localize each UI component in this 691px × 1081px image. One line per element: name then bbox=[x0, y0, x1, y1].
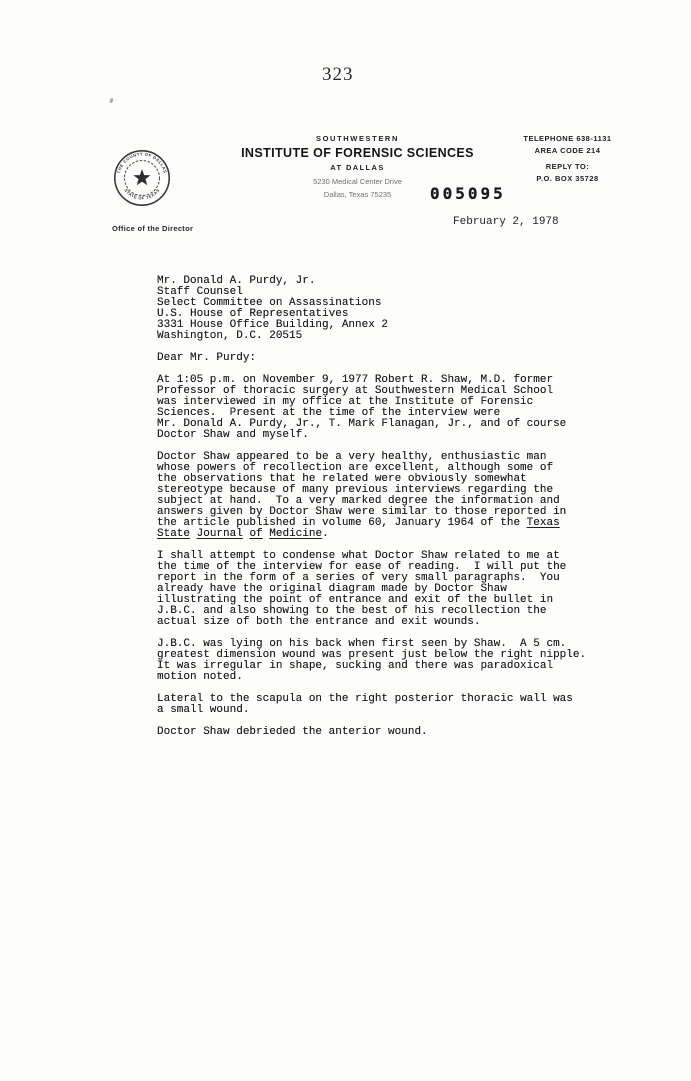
letter-date: February 2, 1978 bbox=[453, 216, 559, 228]
paragraph-condense-plan: I shall attempt to condense what Doctor Shaw related to me at the time of the interview for ease of reading. I will put the report in the form of a series of very small paragraphs. You already have the original diagram made by Doctor Shaw illustrating the point of entrance and exit of the bullet in J.B.C. and also showing to the best of his recollection the actual size of both the entrance and exit wounds. bbox=[157, 550, 567, 628]
letterhead-right bbox=[500, 134, 635, 183]
paragraph-posterior-wound: Lateral to the scapula on the right posterior thoracic wall was a small wound. bbox=[157, 693, 573, 716]
org-name-line2: INSTITUTE OF FORENSIC SCIENCES bbox=[241, 146, 474, 160]
paragraph-anterior-wound: J.B.C. was lying on his back when first seen by Shaw. A 5 cm. greatest dimension wound was present just below the right nipple. It was irregular in shape, sucking and there was paradoxical motion noted. bbox=[157, 638, 587, 683]
paragraph-debrided: Doctor Shaw debrieded the anterior wound. bbox=[157, 726, 428, 738]
reply-to-label: REPLY TO: bbox=[545, 162, 590, 171]
underlined-text: Texas bbox=[526, 517, 560, 529]
document-number-stamp: 005095 bbox=[430, 184, 506, 203]
paragraph-interview-intro: At 1:05 p.m. on November 9, 1977 Robert R. Shaw, M.D. former Professor of thoracic surgery at Southwestern Medical School was interviewed in my office at the Institute of Forensic Sciences. Present at the time of the interview were Mr. Donald A. Purdy, Jr., T. Mark Flanagan, Jr., and of course Doctor Shaw and myself. bbox=[157, 374, 567, 441]
underlined-text: Journal bbox=[196, 528, 243, 540]
letter-body bbox=[157, 276, 617, 749]
paragraph-shaw-description: Doctor Shaw appeared to be a very healthy, enthusiastic man whose powers of recollection are excellent, although some of the observations that he related were obviously somewhat stereotype because of many previous interviews regarding the subject at hand. To a very marked degree the information and answers given by Doctor Shaw were similar to those reported in the article published in volume 60, January 1964 of the Texas State Journal of Medicine. bbox=[157, 451, 567, 540]
org-name-line1: SOUTHWESTERN bbox=[316, 134, 399, 143]
county-seal-icon bbox=[113, 149, 171, 207]
underlined-text: State bbox=[157, 528, 191, 540]
underlined-text: Medicine bbox=[269, 528, 323, 540]
page-number: 323 bbox=[322, 64, 354, 85]
underlined-text: of bbox=[249, 528, 263, 540]
office-of-director-label: Office of the Director bbox=[112, 224, 194, 233]
recipient-address: Mr. Donald A. Purdy, Jr. Staff Counsel Select Committee on Assassinations U.S. House of Representatives 3331 House Office Building, Annex 2 Washington, D.C. 20515 bbox=[157, 275, 389, 342]
seal-top-text: THE COUNTY OF DALLAS bbox=[115, 151, 169, 174]
area-code-line: AREA CODE 214 bbox=[534, 146, 601, 155]
telephone-line: TELEPHONE 638-1131 bbox=[523, 134, 612, 143]
star-icon bbox=[133, 169, 150, 185]
org-name-line3: AT DALLAS bbox=[330, 163, 385, 172]
salutation: Dear Mr. Purdy: bbox=[157, 352, 257, 364]
scan-speck bbox=[109, 98, 113, 104]
org-address-street: 5230 Medical Center Drive bbox=[313, 177, 402, 186]
org-address-city: Dallas, Texas 75235 bbox=[323, 190, 392, 199]
po-box-line: P.O. BOX 35728 bbox=[536, 174, 599, 183]
seal-bottom-text: STATE OF TEXAS bbox=[123, 187, 161, 201]
